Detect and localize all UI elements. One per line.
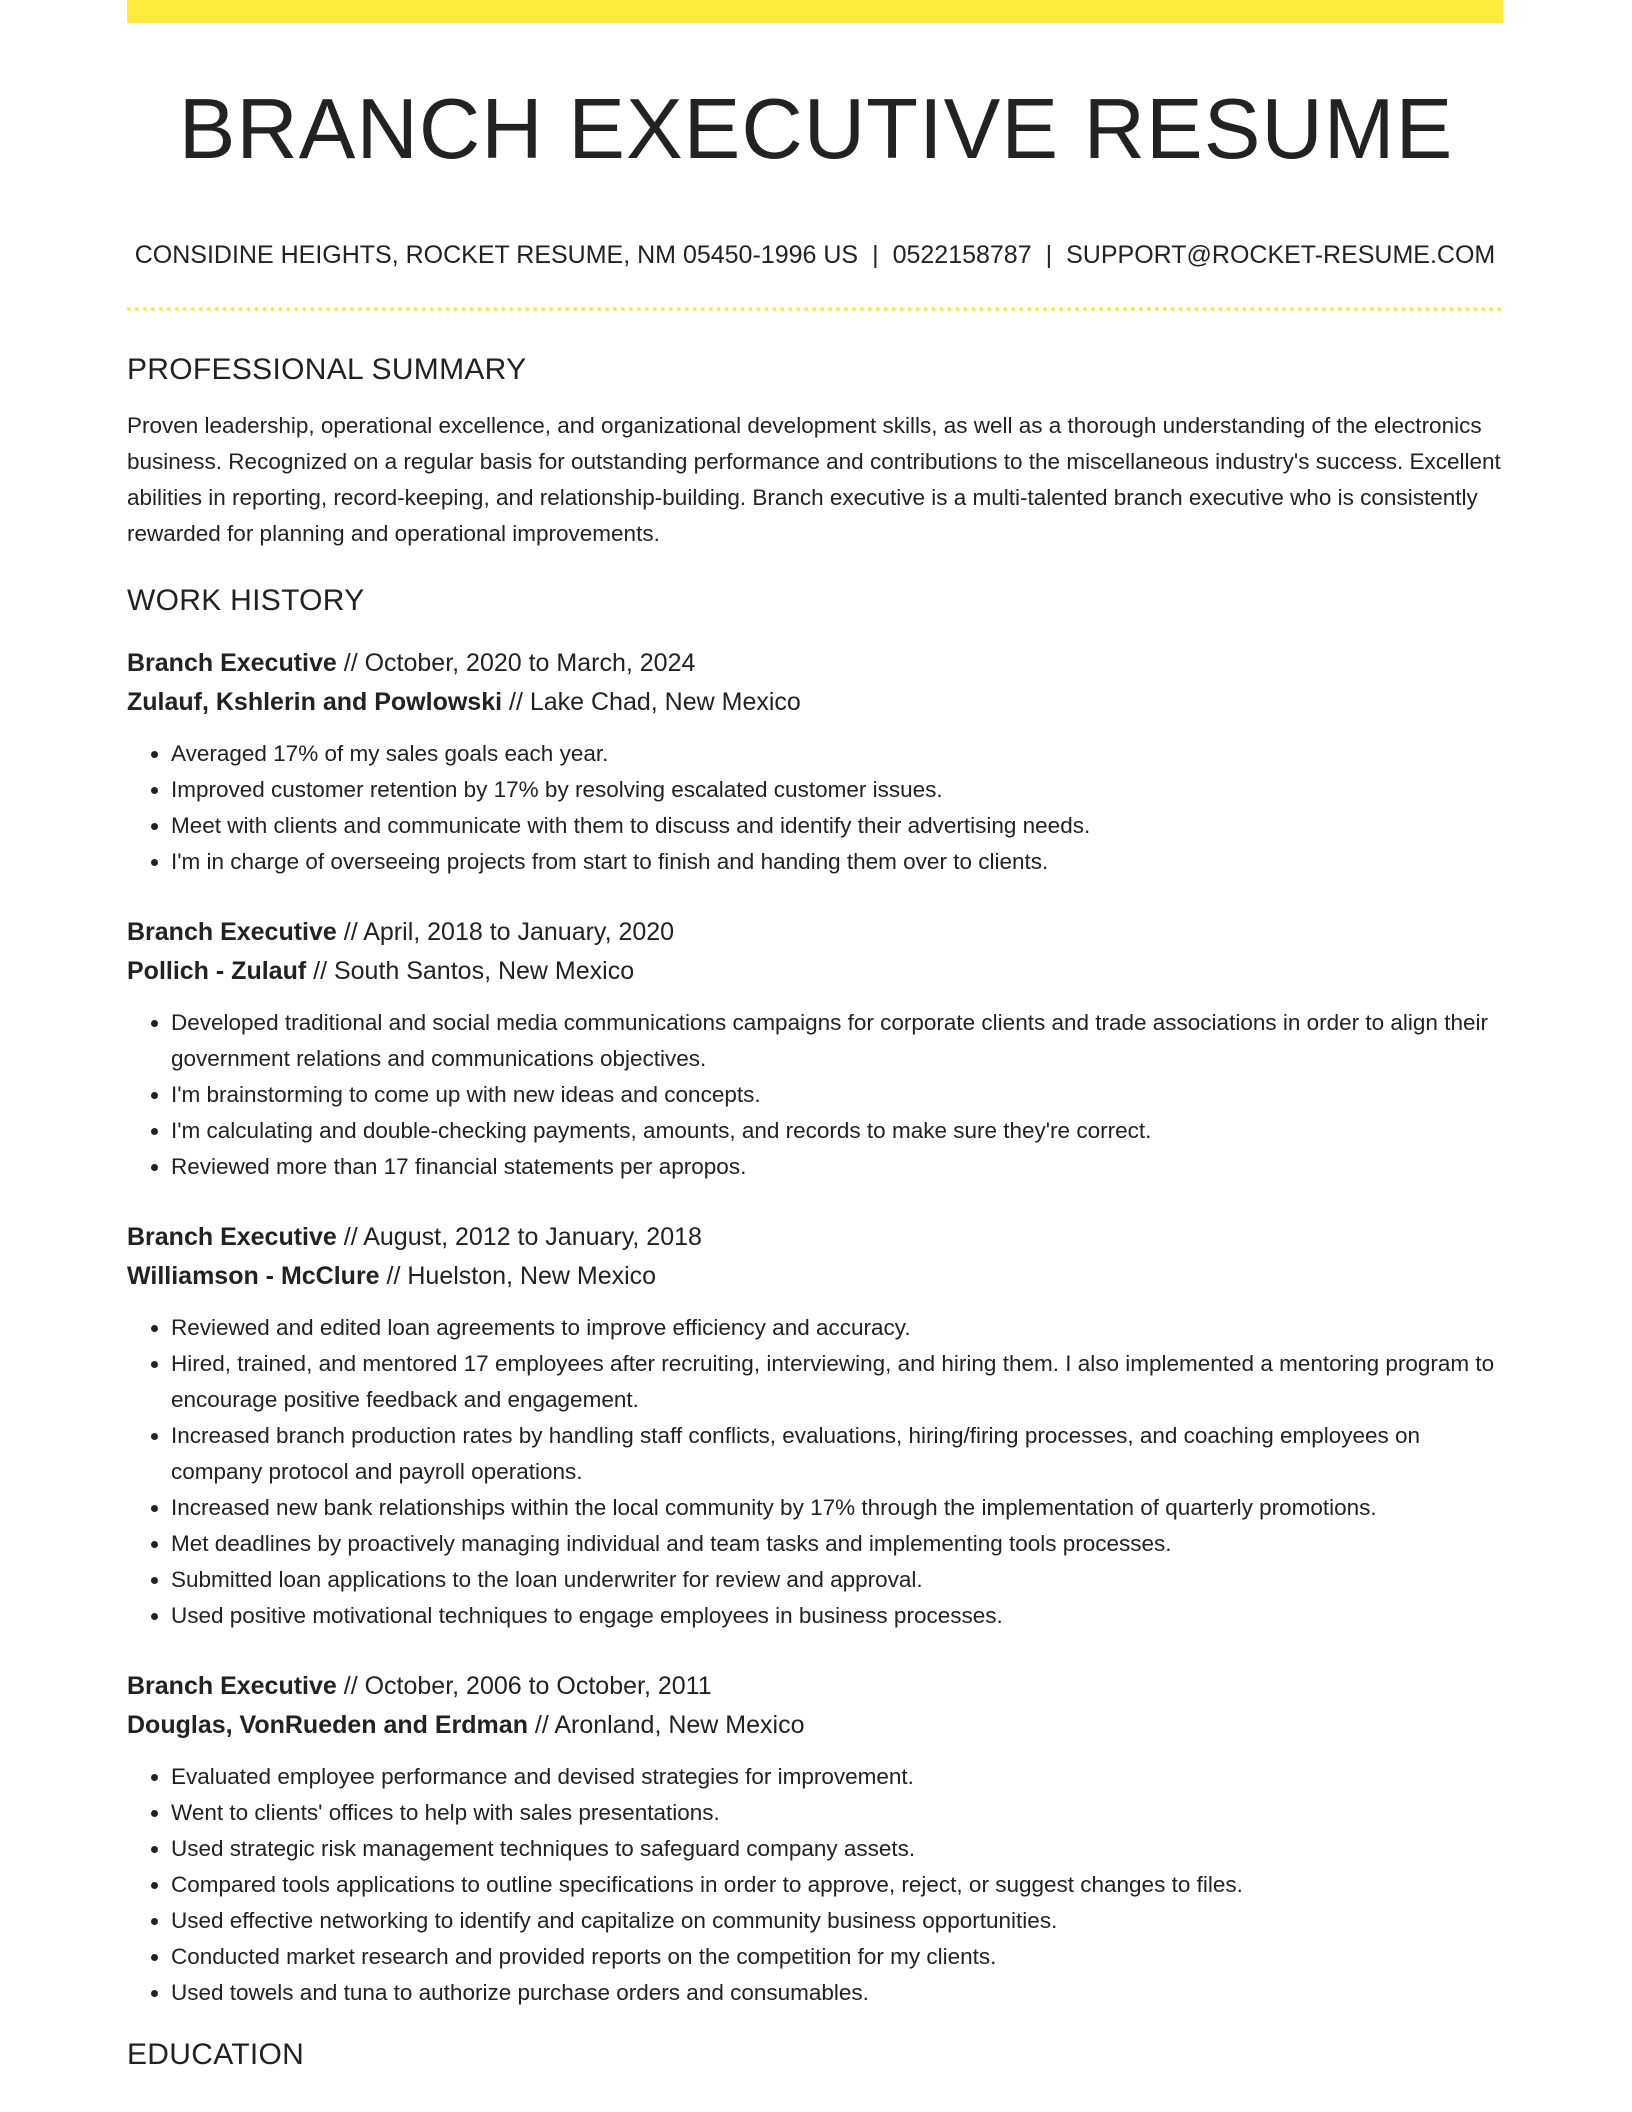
job-location: // Lake Chad, New Mexico [502, 688, 801, 716]
job-title: Branch Executive [127, 1672, 337, 1700]
job-bullet: • Developed traditional and social media communications campaigns for corporate clients and trade associations in order to align their government relations and communications objectives. [171, 1005, 1503, 1077]
job-title-line [127, 913, 1503, 952]
job-title-line [127, 1218, 1503, 1257]
job-company-line [127, 1706, 1503, 1745]
job-company-line [127, 952, 1503, 991]
job-entry [127, 913, 1503, 1185]
job-bullet: • Used effective networking to identify and capitalize on community business opportunities. [171, 1903, 1503, 1939]
job-bullet: • Used strategic risk management techniques to safeguard company assets. [171, 1831, 1503, 1867]
job-title: Branch Executive [127, 918, 337, 946]
job-dates: // October, 2020 to March, 2024 [336, 649, 696, 677]
job-entry [127, 1218, 1503, 1634]
job-company: Pollich - Zulauf [127, 957, 307, 985]
job-company: Douglas, VonRueden and Erdman [127, 1711, 528, 1739]
job-bullet: • I'm brainstorming to come up with new ideas and concepts. [171, 1077, 1503, 1113]
email-link[interactable]: SUPPORT@ROCKET-RESUME.COM [1066, 241, 1496, 269]
job-bullets [127, 1759, 1503, 2011]
job-company: Zulauf, Kshlerin and Powlowski [127, 688, 503, 716]
address: CONSIDINE HEIGHTS, ROCKET RESUME, NM 05450-1996 US [134, 241, 859, 269]
job-bullets [127, 1005, 1503, 1185]
job-bullet: • Met deadlines by proactively managing individual and team tasks and implementing tools processes. [171, 1526, 1503, 1562]
job-location: // South Santos, New Mexico [306, 957, 635, 985]
job-bullet: • Averaged 17% of my sales goals each year. [171, 736, 1503, 772]
job-bullet: • Evaluated employee performance and devised strategies for improvement. [171, 1759, 1503, 1795]
contact-line [127, 238, 1503, 272]
job-dates: // April, 2018 to January, 2020 [336, 918, 675, 946]
job-bullet: • Used positive motivational techniques to engage employees in business processes. [171, 1598, 1503, 1634]
job-dates: // October, 2006 to October, 2011 [336, 1672, 712, 1700]
job-company: Williamson - McClure [127, 1262, 380, 1290]
job-location: // Aronland, New Mexico [527, 1711, 805, 1739]
job-bullet: • Improved customer retention by 17% by resolving escalated customer issues. [171, 772, 1503, 808]
job-bullet: • Went to clients' offices to help with sales presentations. [171, 1795, 1503, 1831]
dotted-divider [127, 307, 1503, 311]
job-bullet: • Reviewed and edited loan agreements to improve efficiency and accuracy. [171, 1310, 1503, 1346]
job-bullet: • Hired, trained, and mentored 17 employees after recruiting, interviewing, and hiring them. I also implemented a mentoring program to encourage positive feedback and engagement. [171, 1346, 1503, 1418]
resume-title: BRANCH EXECUTIVE RESUME [178, 82, 1454, 177]
job-bullet: • I'm in charge of overseeing projects from start to finish and handing them over to clients. [171, 844, 1503, 880]
job-bullet: • Reviewed more than 17 financial statements per apropos. [171, 1149, 1503, 1185]
summary-text: Proven leadership, operational excellence, and organizational development skills, as well as a thorough understanding of the electronics business. Recognized on a regular basis for outstanding performance and contributions to the miscellaneous industry's success. Excellent abilities in reporting, record-keeping, and relationship-building. Branch executive is a multi-talented branch executive who is consistently rewarded for planning and operational improvements. [127, 413, 1501, 546]
job-title: Branch Executive [127, 1223, 337, 1251]
job-bullet: • Used towels and tuna to authorize purchase orders and consumables. [171, 1975, 1503, 2011]
job-title-line [127, 1667, 1503, 1706]
phone[interactable]: 0522158787 [892, 241, 1032, 269]
education-heading: EDUCATION [127, 2038, 305, 2071]
work-history-heading: WORK HISTORY [127, 584, 365, 617]
job-title: Branch Executive [127, 649, 337, 677]
job-bullet: • Meet with clients and communicate with them to discuss and identify their advertising needs. [171, 808, 1503, 844]
job-location: // Huelston, New Mexico [379, 1262, 657, 1290]
job-entry [127, 1667, 1503, 2011]
job-bullets [127, 736, 1503, 880]
job-bullets [127, 1310, 1503, 1634]
job-bullet: • I'm calculating and double-checking payments, amounts, and records to make sure they're correct. [171, 1113, 1503, 1149]
job-company-line [127, 683, 1503, 722]
job-entry [127, 644, 1503, 880]
job-bullet: • Compared tools applications to outline specifications in order to approve, reject, or suggest changes to files. [171, 1867, 1503, 1903]
job-title-line [127, 644, 1503, 683]
job-dates: // August, 2012 to January, 2018 [336, 1223, 702, 1251]
summary-heading: PROFESSIONAL SUMMARY [127, 353, 527, 386]
job-bullet: • Increased branch production rates by handling staff conflicts, evaluations, hiring/firing processes, and coaching employees on company protocol and payroll operations. [171, 1418, 1503, 1490]
job-bullet: • Conducted market research and provided reports on the competition for my clients. [171, 1939, 1503, 1975]
resume-body [127, 350, 1503, 2075]
contact-separator: | [1045, 241, 1053, 269]
job-bullet: • Increased new bank relationships within the local community by 17% through the implementation of quarterly promotions. [171, 1490, 1503, 1526]
contact-separator: | [872, 241, 879, 269]
job-company-line [127, 1257, 1503, 1296]
job-bullet: • Submitted loan applications to the loan underwriter for review and approval. [171, 1562, 1503, 1598]
accent-bar [127, 0, 1503, 23]
